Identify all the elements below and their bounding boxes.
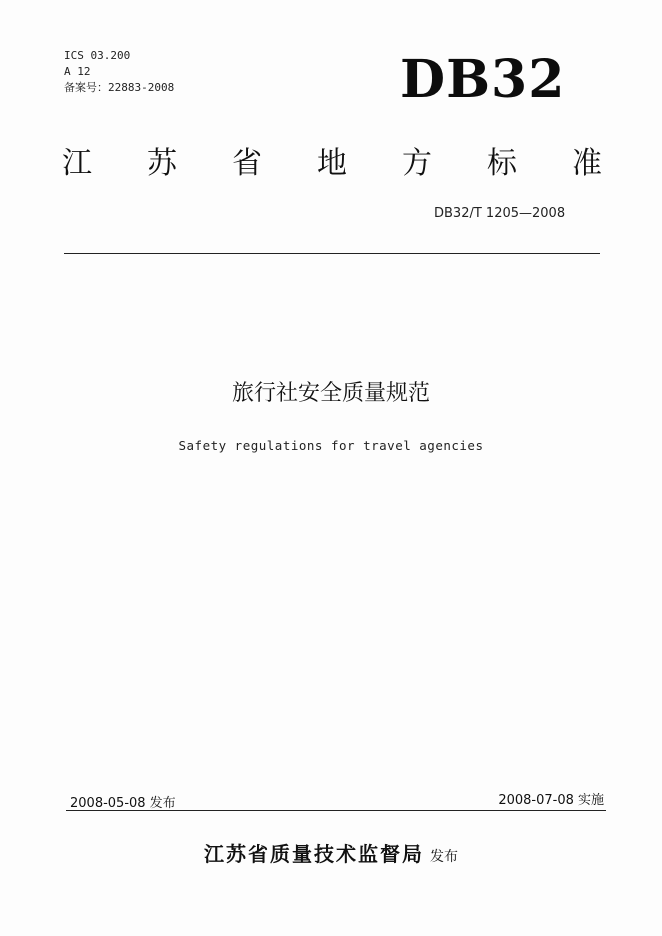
org-title-char: 方 <box>402 146 432 181</box>
org-title-char: 江 <box>62 146 92 181</box>
classification-block <box>64 48 174 96</box>
publisher-name: 江苏省质量技术监督局 <box>204 842 424 866</box>
issue-date: 2008-05-08 发布 <box>70 796 176 811</box>
effective-date: 2008-07-08 实施 <box>498 793 604 808</box>
org-title-char: 准 <box>572 146 602 181</box>
org-title <box>62 144 602 184</box>
org-title-char: 地 <box>317 146 347 181</box>
org-title-char: 苏 <box>147 146 177 181</box>
document-subtitle-english: Safety regulations for travel agencies <box>178 438 484 453</box>
filing-number: 备案号：22883-2008 <box>64 81 175 94</box>
document-title: 旅行社安全质量规范 <box>231 381 430 406</box>
standard-number: DB32/T 1205—2008 <box>434 206 566 221</box>
footer-divider <box>66 810 606 811</box>
org-title-char: 标 <box>487 146 517 181</box>
org-title-char: 省 <box>232 146 262 181</box>
ics-code: ICS 03.200 <box>64 49 131 62</box>
publisher-suffix: 发布 <box>430 849 458 865</box>
publisher <box>0 838 662 867</box>
standard-code-logo: DB32 <box>400 49 566 110</box>
header-divider <box>64 253 600 254</box>
class-code: A 12 <box>64 65 91 78</box>
